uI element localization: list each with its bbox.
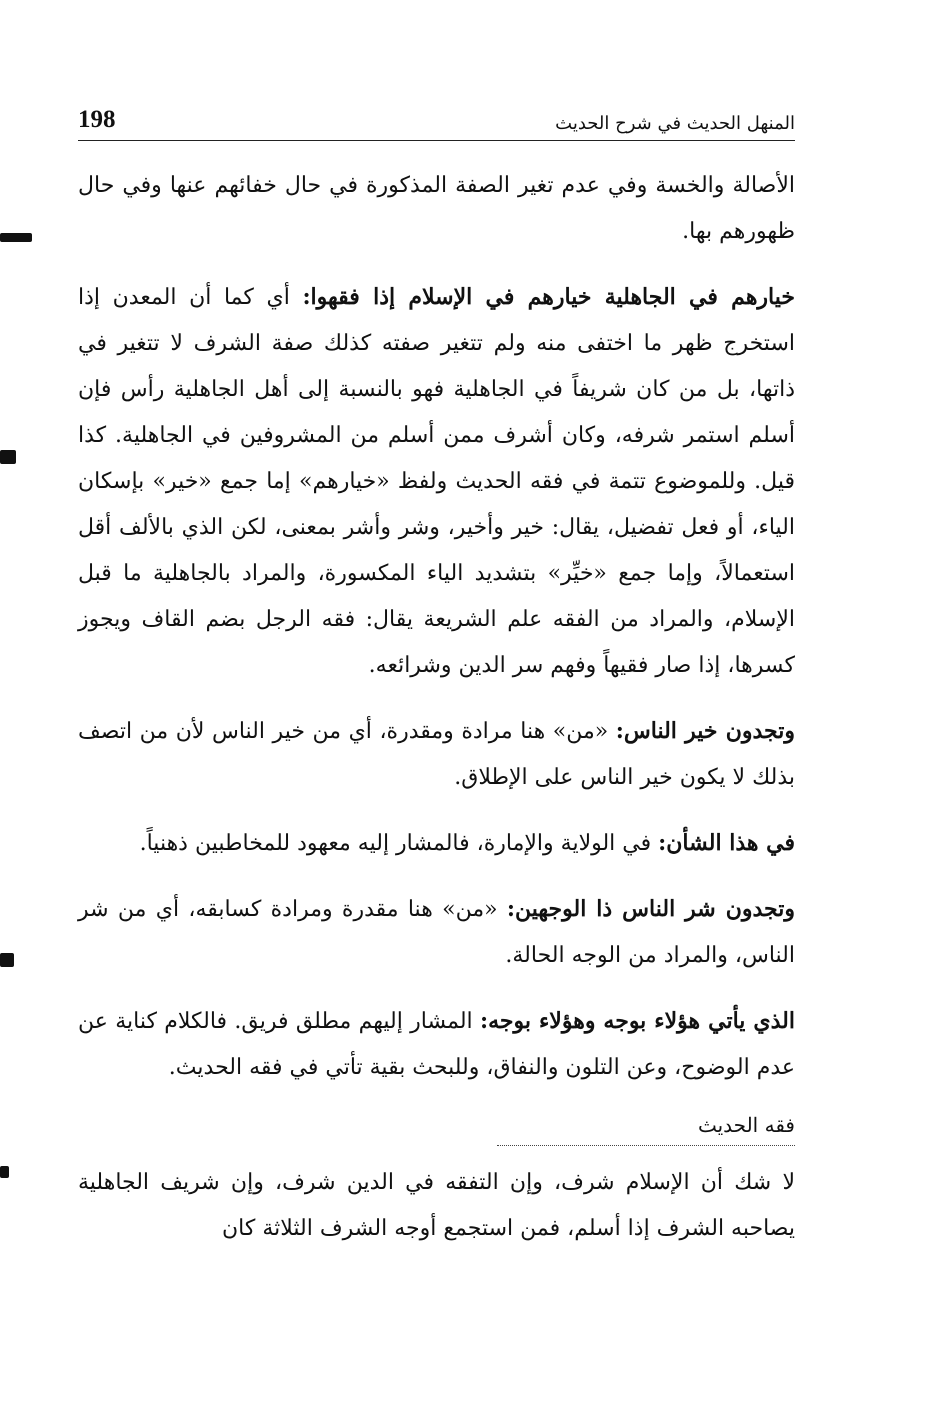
commentary-paragraph (78, 274, 795, 689)
page-body (78, 163, 795, 1252)
hadith-lemma: الذي يأتي هؤلاء بوجه وهؤلاء بوجه: (479, 1008, 795, 1034)
scan-edge-mark (0, 953, 14, 967)
section-heading: فقه الحديث (497, 1113, 795, 1146)
hadith-lemma: وتجدون شر الناس ذا الوجهين: (506, 896, 795, 922)
paragraph-text: المشار إليهم مطلق فريق. فالكلام كناية عن عدم الوضوح، وعن التلون والنفاق، وللبحث بقية تأتي في فقه الحديث. (78, 1009, 795, 1080)
paragraph-text: في الولاية والإمارة، فالمشار إليه معهود للمخاطبين ذهنياً. (139, 831, 659, 856)
section-paragraph (78, 1160, 795, 1252)
hadith-lemma: خيارهم في الجاهلية خيارهم في الإسلام إذا فقهوا: (302, 284, 795, 310)
page-header (78, 100, 795, 141)
commentary-paragraph (78, 820, 795, 867)
paragraph-text: لا شك أن الإسلام شرف، وإن التفقه في الدين شرف، وإن شريف الجاهلية يصاحبه الشرف إذا أسلم، فمن استجمع أوجه الشرف الثلاثة كان (78, 1170, 795, 1241)
commentary-paragraph (78, 998, 795, 1091)
commentary-paragraph (78, 708, 795, 801)
hadith-lemma: وتجدون خير الناس: (615, 718, 795, 744)
commentary-paragraph (78, 886, 795, 979)
scan-edge-mark (0, 233, 32, 242)
running-title: المنهل الحديث في شرح الحديث (555, 113, 795, 134)
paragraph-text: الأصالة والخسة وفي عدم تغير الصفة المذكورة في حال خفائهم عنها وفي حال ظهورهم بها. (78, 173, 795, 244)
book-page (78, 100, 795, 1390)
hadith-lemma: في هذا الشأن: (658, 830, 795, 856)
commentary-paragraph (78, 163, 795, 255)
paragraph-text: «من» هنا مرادة ومقدرة، أي من خير الناس لأن من اتصف بذلك لا يكون خير الناس على الإطلاق. (78, 719, 795, 790)
page-number: 198 (78, 106, 116, 133)
paragraph-text: «من» هنا مقدرة ومرادة كسابقه، أي من شر الناس، والمراد من الوجه الحالة. (78, 897, 795, 968)
scan-edge-mark (0, 1166, 9, 1178)
paragraph-text: أي كما أن المعدن إذا استخرج ظهر ما اختفى منه ولم تتغير صفته كذلك صفة الشرف لا تتغير في ذاتها، بل من كان شريفاً في الجاهلية فهو بالنسبة إلى أهل الجاهلية رأس فإن أسلم استمر شرفه، وكان أشرف ممن أسلم من المشروفين في الجاهلية. كذا قيل. وللموضوع تتمة في فقه الحديث ولفظ «خيارهم» إما جمع «خير» بإسكان الياء، أو فعل تفضيل، يقال: خير وأخير، وشر وأشر بمعنى، لكن الذي بالألف أقل استعمالاً، وإما جمع «خيِّر» بتشديد الياء المكسورة، والمراد بالجاهلية ما قبل الإسلام، والمراد من الفقه علم الشريعة يقال: فقه الرجل بضم القاف ويجوز كسرها، إذا صار فقيهاً وفهم سر الدين وشرائعه. (78, 285, 796, 678)
scan-edge-mark (0, 450, 16, 464)
